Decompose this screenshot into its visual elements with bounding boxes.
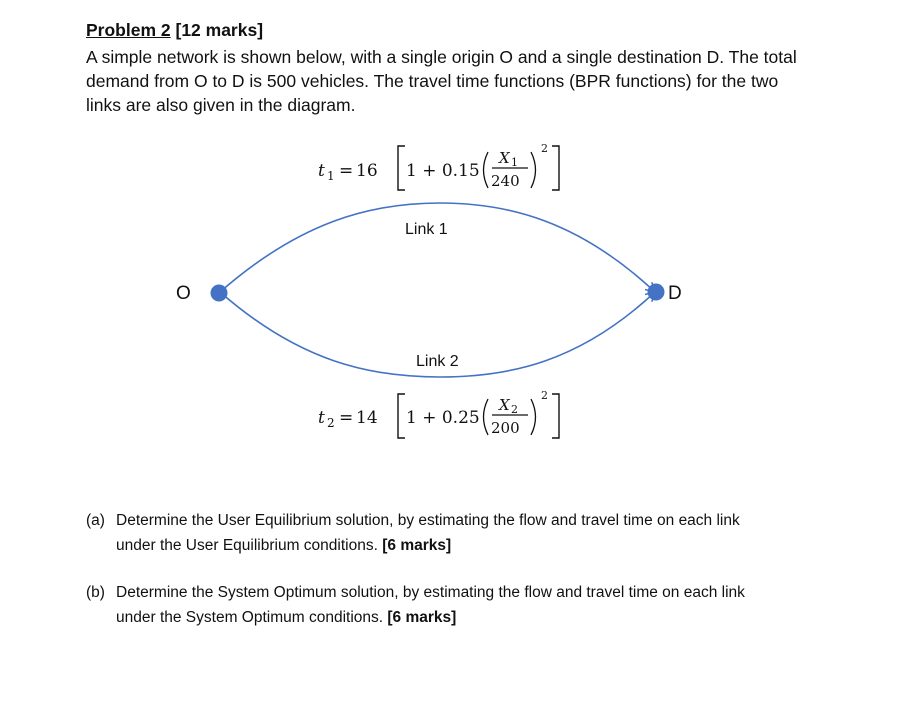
t2-bracket-right — [552, 394, 559, 438]
travel-time-equation-link2 — [318, 389, 559, 438]
question-b-line2: under the System Optimum conditions. — [116, 609, 384, 626]
t2-equals: = — [339, 408, 354, 428]
t1-factor: 1 + 0.15 — [406, 161, 480, 181]
question-b — [86, 580, 846, 630]
t2-exp: 2 — [541, 389, 548, 402]
question-a — [86, 508, 846, 558]
t2-coef: 14 — [356, 408, 378, 428]
t1-bracket-right — [552, 146, 559, 190]
t2-sub: 2 — [327, 416, 335, 430]
t1-bracket-left — [398, 146, 405, 190]
t1-paren-right — [531, 152, 536, 188]
destination-node — [648, 284, 665, 301]
destination-label: D — [668, 283, 682, 304]
question-b-marks: [6 marks] — [387, 609, 457, 626]
question-b-letter: (b) — [86, 584, 105, 601]
intro-line: A simple network is shown below, with a single origin O and a single destination D. The total — [86, 47, 797, 67]
problem-marks: [12 marks] — [170, 20, 264, 40]
t1-var: t — [318, 161, 325, 181]
intro-line: demand from O to D is 500 vehicles. The travel time functions (BPR functions) for the two — [86, 71, 779, 91]
t1-num: X — [499, 149, 510, 167]
origin-label: O — [176, 283, 191, 304]
question-a-line2: under the User Equilibrium conditions. — [116, 537, 378, 554]
travel-time-equation-link1 — [318, 142, 559, 190]
t2-paren-left — [484, 399, 489, 435]
t2-den: 200 — [491, 419, 520, 437]
t1-num-sub: 1 — [511, 156, 518, 169]
intro-line: links are also given in the diagram. — [86, 95, 356, 115]
t2-bracket-left — [398, 394, 405, 438]
t1-coef: 16 — [356, 161, 378, 181]
origin-node — [211, 285, 228, 302]
link1-arc — [220, 203, 655, 292]
question-b-line1: Determine the System Optimum solution, by estimating the flow and travel time on each link — [116, 584, 745, 601]
t1-paren-left — [484, 152, 489, 188]
t2-num: X — [499, 396, 510, 414]
t2-factor: 1 + 0.25 — [406, 408, 480, 428]
t1-den: 240 — [491, 172, 520, 190]
question-a-marks: [6 marks] — [382, 537, 452, 554]
t1-sub: 1 — [327, 169, 335, 183]
question-a-letter: (a) — [86, 512, 105, 529]
link1-label: Link 1 — [405, 221, 448, 238]
problem-title: Problem 2 — [86, 20, 171, 40]
question-a-line1: Determine the User Equilibrium solution, by estimating the flow and travel time on each link — [116, 512, 740, 529]
t1-equals: = — [339, 161, 354, 181]
t2-num-sub: 2 — [511, 403, 518, 416]
t2-var: t — [318, 408, 325, 428]
t2-paren-right — [531, 399, 536, 435]
t1-exp: 2 — [541, 142, 548, 155]
link2-label: Link 2 — [416, 353, 459, 370]
